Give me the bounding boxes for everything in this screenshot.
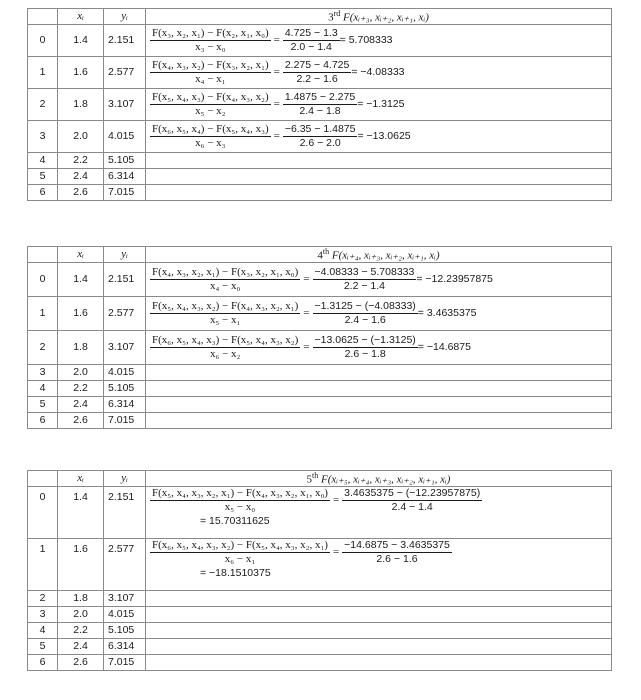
- header-formula: [146, 9, 612, 25]
- fraction-denominator: x₄ − x₁: [195, 72, 226, 85]
- header-y: yᵢ: [104, 471, 146, 487]
- y-value: 5.105: [104, 380, 146, 396]
- table-row: [28, 262, 612, 296]
- third-divided-difference-table: [27, 8, 612, 201]
- formula-cell: [146, 24, 612, 56]
- equation: [150, 487, 607, 514]
- formula-cell: [146, 486, 612, 538]
- equation: [150, 334, 607, 361]
- table-row: [28, 168, 612, 184]
- numeric-fraction: [342, 487, 482, 514]
- fraction-numerator: F(x₅, x₄, x₃, x₂, x₁) − F(x₄, x₃, x₂, x₁, x₀): [152, 486, 328, 499]
- y-value: 7.015: [104, 654, 146, 670]
- empty-cell: [146, 396, 612, 412]
- x-value: 2.4: [58, 168, 104, 184]
- y-value: 6.314: [104, 396, 146, 412]
- formula-cell: [146, 296, 612, 330]
- table-row: [28, 330, 612, 364]
- fraction-numerator: −1.3125 − (−4.08333): [314, 299, 416, 312]
- x-value: 2.2: [58, 380, 104, 396]
- x-value: 2.2: [58, 152, 104, 168]
- fraction-numerator: 1.4875 − 2.275: [284, 90, 356, 103]
- y-value: 6.314: [104, 638, 146, 654]
- result-value: = 3.4635375: [417, 307, 477, 320]
- table-row: [28, 364, 612, 380]
- result-value: = −4.08333: [351, 66, 405, 79]
- header-expression: F(xᵢ₊₃, xᵢ₊₂, xᵢ₊₁, xᵢ): [342, 11, 429, 24]
- table-row: [28, 412, 612, 428]
- header-order-suffix: rd: [333, 9, 341, 18]
- symbolic-fraction: [150, 59, 271, 86]
- numeric-fraction: [283, 59, 352, 86]
- y-value: 5.105: [104, 152, 146, 168]
- numeric-fraction: [313, 266, 417, 293]
- empty-cell: [146, 606, 612, 622]
- fraction-denominator: 2.4 − 1.8: [299, 104, 341, 117]
- empty-cell: [146, 412, 612, 428]
- x-value: 1.4: [58, 24, 104, 56]
- empty-cell: [146, 638, 612, 654]
- row-index: 3: [28, 120, 58, 152]
- equation: [150, 300, 607, 327]
- table-row: [28, 606, 612, 622]
- table-row: [28, 56, 612, 88]
- numeric-fraction: [283, 91, 357, 118]
- equation: [150, 59, 607, 86]
- result-value: = −12.23957875: [416, 273, 493, 286]
- empty-cell: [146, 622, 612, 638]
- x-value: 1.4: [58, 486, 104, 538]
- equation: [150, 266, 607, 293]
- fraction-numerator: 3.4635375 − (−12.23957875): [344, 486, 481, 499]
- table-row: [28, 396, 612, 412]
- fraction-denominator: 2.0 − 1.4: [290, 40, 332, 53]
- row-index: 1: [28, 538, 58, 590]
- result-value: = −1.3125: [357, 98, 405, 111]
- numeric-fraction: [313, 334, 418, 361]
- table-header-row: [28, 471, 612, 487]
- header-y: yᵢ: [104, 247, 146, 263]
- fraction-denominator: 2.2 − 1.6: [296, 72, 338, 85]
- formula-cell: [146, 330, 612, 364]
- fraction-numerator: −6.35 − 1.4875: [284, 122, 356, 135]
- header-order-suffix: th: [312, 471, 319, 480]
- y-value: 2.577: [104, 538, 146, 590]
- fraction-numerator: −4.08333 − 5.708333: [314, 265, 415, 278]
- table-header-row: [28, 247, 612, 263]
- symbolic-fraction: [150, 487, 330, 514]
- formula-cell: [146, 120, 612, 152]
- numeric-fraction: [313, 300, 418, 327]
- x-value: 2.6: [58, 412, 104, 428]
- x-value: 1.4: [58, 262, 104, 296]
- empty-cell: [146, 380, 612, 396]
- symbolic-fraction: [150, 123, 271, 150]
- row-index: 4: [28, 152, 58, 168]
- fifth-divided-difference-table: [27, 470, 612, 671]
- symbolic-fraction: [150, 300, 300, 327]
- row-index: 5: [28, 168, 58, 184]
- fraction-denominator: x₃ − x₀: [195, 40, 226, 53]
- header-order: 3: [328, 11, 334, 24]
- table-row: [28, 184, 612, 200]
- y-value: 3.107: [104, 88, 146, 120]
- y-value: 2.577: [104, 296, 146, 330]
- x-value: 1.8: [58, 590, 104, 606]
- header-index: [28, 247, 58, 263]
- row-index: 4: [28, 380, 58, 396]
- fraction-denominator: 2.4 − 1.6: [344, 313, 386, 326]
- row-index: 2: [28, 590, 58, 606]
- fraction-denominator: x₅ − x₀: [224, 500, 256, 513]
- row-index: 6: [28, 654, 58, 670]
- header-x: xᵢ: [58, 247, 104, 263]
- x-value: 2.6: [58, 184, 104, 200]
- fraction-numerator: 2.275 − 4.725: [284, 58, 350, 71]
- result-value: = −13.0625: [357, 130, 411, 143]
- equals-sign: =: [332, 494, 340, 507]
- table-row: [28, 296, 612, 330]
- x-value: 1.6: [58, 56, 104, 88]
- header-formula: [146, 471, 612, 487]
- table-row: [28, 486, 612, 538]
- equals-sign: =: [273, 66, 280, 79]
- row-index: 3: [28, 606, 58, 622]
- empty-cell: [146, 590, 612, 606]
- fraction-denominator: 2.6 − 2.0: [299, 136, 341, 149]
- row-index: 6: [28, 184, 58, 200]
- symbolic-fraction: [150, 91, 271, 118]
- x-value: 1.6: [58, 538, 104, 590]
- y-value: 2.151: [104, 486, 146, 538]
- fraction-numerator: F(x₄, x₃, x₂, x₁) − F(x₃, x₂, x₁, x₀): [152, 265, 299, 278]
- x-value: 2.0: [58, 364, 104, 380]
- header-order-suffix: th: [322, 247, 330, 256]
- x-value: 1.8: [58, 330, 104, 364]
- header-y: yᵢ: [104, 9, 146, 25]
- row-index: 6: [28, 412, 58, 428]
- fraction-denominator: 2.6 − 1.6: [376, 552, 418, 565]
- row-index: 2: [28, 330, 58, 364]
- header-formula: [146, 247, 612, 263]
- table-row: [28, 654, 612, 670]
- formula-cell: [146, 538, 612, 590]
- y-value: 4.015: [104, 120, 146, 152]
- numeric-fraction: [283, 123, 358, 150]
- table-row: [28, 88, 612, 120]
- symbolic-fraction: [150, 334, 300, 361]
- x-value: 1.6: [58, 296, 104, 330]
- empty-cell: [146, 152, 612, 168]
- y-value: 3.107: [104, 590, 146, 606]
- y-value: 4.015: [104, 364, 146, 380]
- equation: [150, 91, 607, 118]
- equation: [150, 27, 607, 54]
- x-value: 2.2: [58, 622, 104, 638]
- table-row: [28, 590, 612, 606]
- row-index: 1: [28, 296, 58, 330]
- fraction-numerator: F(x₆, x₅, x₄) − F(x₅, x₄, x₃): [152, 122, 269, 135]
- y-value: 5.105: [104, 622, 146, 638]
- row-index: 3: [28, 364, 58, 380]
- header-expression: F(xᵢ₊₄, xᵢ₊₃, xᵢ₊₂, xᵢ₊₁, xᵢ): [331, 249, 440, 262]
- symbolic-fraction: [150, 539, 330, 566]
- equals-sign: =: [273, 34, 280, 47]
- equals-sign: =: [303, 307, 310, 320]
- row-index: 0: [28, 262, 58, 296]
- y-value: 2.151: [104, 262, 146, 296]
- result-value: = 15.70311625: [200, 514, 270, 527]
- numeric-fraction: [342, 539, 452, 566]
- empty-cell: [146, 654, 612, 670]
- fraction-numerator: 4.725 − 1.3: [284, 26, 338, 39]
- x-value: 2.4: [58, 638, 104, 654]
- equals-sign: =: [303, 273, 310, 286]
- fourth-divided-difference-table: [27, 246, 612, 429]
- result-value: = −14.6875: [417, 341, 471, 354]
- x-value: 2.4: [58, 396, 104, 412]
- fraction-numerator: F(x₄, x₃, x₂) − F(x₃, x₂, x₁): [152, 58, 269, 71]
- fraction-denominator: x₅ − x₁: [209, 313, 241, 326]
- fraction-denominator: 2.2 − 1.4: [343, 279, 386, 292]
- fraction-numerator: F(x₅, x₄, x₃, x₂) − F(x₄, x₃, x₂, x₁): [152, 299, 299, 312]
- table-row: [28, 24, 612, 56]
- formula-cell: [146, 88, 612, 120]
- table-row: [28, 622, 612, 638]
- fraction-denominator: x₆ − x₂: [209, 347, 241, 360]
- fraction-numerator: F(x₆, x₅, x₄, x₃, x₂) − F(x₅, x₄, x₃, x₂, x₁): [152, 538, 328, 551]
- header-order: 5: [306, 473, 313, 486]
- row-index: 0: [28, 24, 58, 56]
- fraction-numerator: −14.6875 − 3.4635375: [344, 538, 450, 551]
- row-index: 4: [28, 622, 58, 638]
- row-index: 5: [28, 638, 58, 654]
- y-value: 2.577: [104, 56, 146, 88]
- equals-sign: =: [332, 546, 340, 559]
- fraction-denominator: x₄ − x₀: [209, 279, 241, 292]
- header-order: 4: [317, 249, 323, 262]
- fraction-denominator: x₅ − x₂: [195, 104, 226, 117]
- row-index: 2: [28, 88, 58, 120]
- fraction-denominator: 2.6 − 1.8: [344, 347, 386, 360]
- table-row: [28, 120, 612, 152]
- header-expression: F(xᵢ₊₅, xᵢ₊₄, xᵢ₊₃, xᵢ₊₂, xᵢ₊₁, xᵢ): [321, 473, 451, 486]
- y-value: 3.107: [104, 330, 146, 364]
- table-row: [28, 538, 612, 590]
- empty-cell: [146, 364, 612, 380]
- table-row: [28, 380, 612, 396]
- table-row: [28, 638, 612, 654]
- fraction-numerator: F(x₃, x₂, x₁) − F(x₂, x₁, x₀): [152, 26, 269, 39]
- equals-sign: =: [303, 341, 310, 354]
- header-index: [28, 9, 58, 25]
- result-value: = −18.1510375: [200, 566, 271, 579]
- equation: [150, 123, 607, 150]
- y-value: 7.015: [104, 184, 146, 200]
- fraction-denominator: x₆ − x₁: [224, 552, 256, 565]
- y-value: 7.015: [104, 412, 146, 428]
- formula-cell: [146, 262, 612, 296]
- x-value: 2.0: [58, 606, 104, 622]
- empty-cell: [146, 168, 612, 184]
- empty-cell: [146, 184, 612, 200]
- symbolic-fraction: [150, 266, 300, 293]
- header-index: [28, 471, 58, 487]
- fraction-numerator: F(x₆, x₅, x₄, x₃) − F(x₅, x₄, x₃, x₂): [152, 333, 299, 346]
- x-value: 2.6: [58, 654, 104, 670]
- numeric-fraction: [283, 27, 340, 54]
- table-header-row: [28, 9, 612, 25]
- row-index: 0: [28, 486, 58, 538]
- equation: [150, 539, 607, 566]
- x-value: 2.0: [58, 120, 104, 152]
- x-value: 1.8: [58, 88, 104, 120]
- row-index: 5: [28, 396, 58, 412]
- header-x: xᵢ: [58, 9, 104, 25]
- fraction-numerator: −13.0625 − (−1.3125): [314, 333, 416, 346]
- fraction-denominator: 2.4 − 1.4: [391, 500, 433, 513]
- symbolic-fraction: [150, 27, 271, 54]
- y-value: 2.151: [104, 24, 146, 56]
- header-x: xᵢ: [58, 471, 104, 487]
- y-value: 6.314: [104, 168, 146, 184]
- fraction-numerator: F(x₅, x₄, x₃) − F(x₄, x₃, x₂): [152, 90, 269, 103]
- formula-cell: [146, 56, 612, 88]
- equals-sign: =: [273, 98, 280, 111]
- equals-sign: =: [273, 130, 280, 143]
- fraction-denominator: x₆ − x₃: [195, 136, 226, 149]
- table-row: [28, 152, 612, 168]
- y-value: 4.015: [104, 606, 146, 622]
- result-value: = 5.708333: [339, 34, 393, 47]
- row-index: 1: [28, 56, 58, 88]
